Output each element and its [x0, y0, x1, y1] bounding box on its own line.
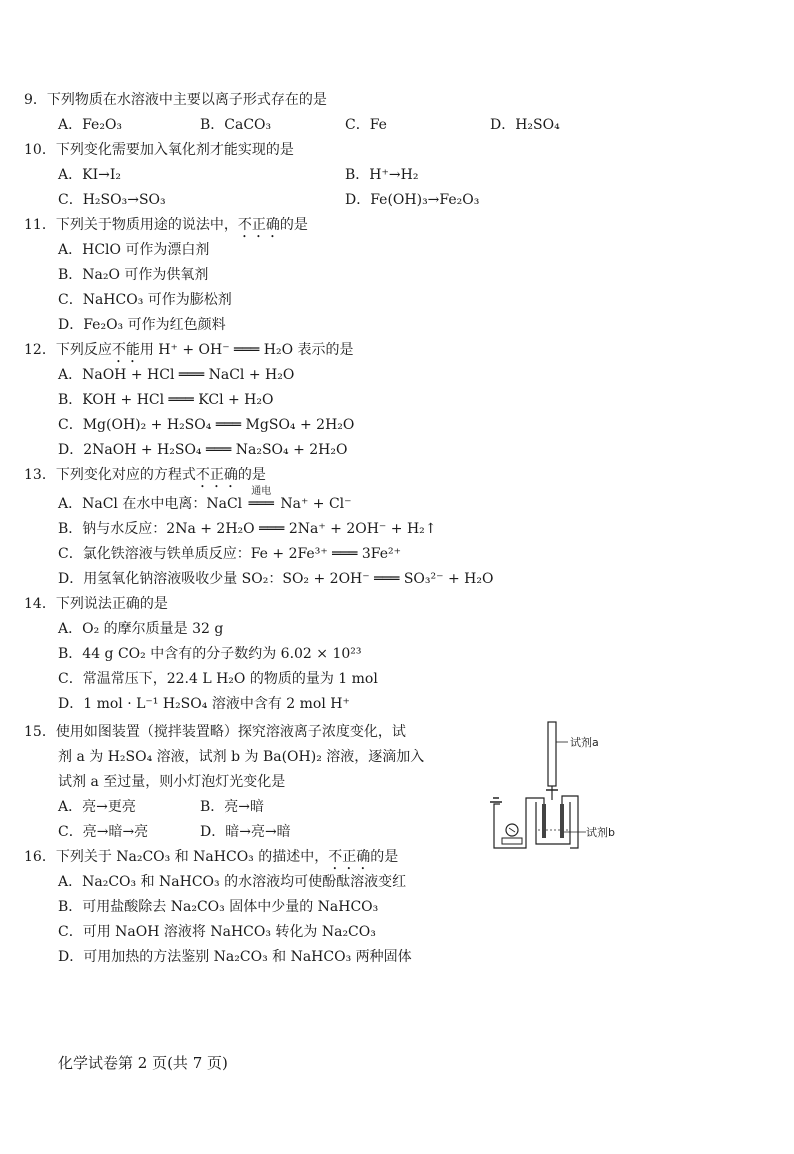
- q10-option-d: D．Fe(OH)₃→Fe₂O₃: [345, 192, 480, 208]
- q16-option-b: B．可用盐酸除去 Na₂CO₃ 固体中少量的 NaHCO₃: [58, 899, 379, 915]
- page-footer: 化学试卷第 2 页(共 7 页): [58, 1054, 228, 1072]
- q15-stem-line3: 试剂 a 至过量，则小灯泡灯光变化是: [58, 774, 286, 790]
- q9-option-a: A．Fe₂O₃: [58, 117, 123, 133]
- q16-stem-emphasis: 不正确: [328, 849, 371, 865]
- q11-option-d: D．Fe₂O₃ 可作为红色颜料: [58, 317, 226, 333]
- q14-stem: 14．下列说法正确的是: [24, 596, 168, 612]
- q13-stem-emphasis: 不正确: [195, 467, 238, 483]
- q11-stem: [24, 215, 308, 241]
- q11-option-a: A．HClO 可作为漂白剂: [58, 242, 210, 258]
- q11-option-b: B．Na₂O 可作为供氧剂: [58, 267, 209, 283]
- q15-stem-line1: 15．使用如图装置（搅拌装置略）探究溶液离子浓度变化，试: [24, 724, 406, 740]
- q16-option-a: A．Na₂CO₃ 和 NaHCO₃ 的水溶液均可使酚酞溶液变红: [58, 874, 407, 890]
- q16-option-c: C．可用 NaOH 溶液将 NaHCO₃ 转化为 Na₂CO₃: [58, 924, 376, 940]
- q9-option-d: D．H₂SO₄: [490, 117, 560, 133]
- q12-stem-pre: 12．下列反应: [24, 342, 112, 358]
- q15-option-b: B．亮→暗: [200, 799, 265, 815]
- q16-option-d: D．可用加热的方法鉴别 Na₂CO₃ 和 NaHCO₃ 两种固体: [58, 949, 412, 965]
- q13-stem-post: 的是: [237, 467, 266, 483]
- q14-option-c: C．常温常压下，22.4 L H₂O 的物质的量为 1 mol: [58, 671, 378, 687]
- q10-option-b: B．H⁺→H₂: [345, 167, 419, 183]
- q13-condition-label: 通电: [251, 486, 272, 497]
- q13-option-a: [58, 486, 352, 514]
- q11-stem-post: 的是: [279, 217, 308, 233]
- q15-option-c: C．亮→暗→亮: [58, 824, 149, 840]
- q10-stem: 10．下列变化需要加入氧化剂才能实现的是: [24, 142, 294, 158]
- q15-label-a: 试剂a: [570, 736, 599, 749]
- q16-stem: [24, 847, 398, 873]
- q11-stem-emphasis: 不正确: [237, 217, 280, 233]
- q13-stem-pre: 13．下列变化对应的方程式: [24, 467, 196, 483]
- q15-stem-line2: 剂 a 为 H₂SO₄ 溶液，试剂 b 为 Ba(OH)₂ 溶液，逐滴加入: [58, 749, 425, 765]
- q9-option-c: C．Fe: [345, 117, 387, 133]
- q15-option-a: A．亮→更亮: [58, 799, 136, 815]
- q10-option-c: C．H₂SO₃→SO₃: [58, 192, 166, 208]
- q9-stem: 9．下列物质在水溶液中主要以离子形式存在的是: [24, 92, 327, 108]
- q11-option-c: C．NaHCO₃ 可作为膨松剂: [58, 292, 232, 308]
- q14-option-a: A．O₂ 的摩尔质量是 32 g: [58, 621, 224, 637]
- q12-option-c: C．Mg(OH)₂ + H₂SO₄ ═══ MgSO₄ + 2H₂O: [58, 417, 355, 433]
- burette-icon: [548, 722, 556, 786]
- q14-option-b: B．44 g CO₂ 中含有的分子数约为 6.02 × 10²³: [58, 646, 362, 662]
- q11-stem-pre: 11．下列关于物质用途的说法中，: [24, 217, 238, 233]
- q15-option-d: D．暗→亮→暗: [200, 824, 291, 840]
- q13-electrolysis-sign: 通电 ═══: [247, 494, 276, 514]
- q12-stem: [24, 340, 354, 366]
- q10-option-a: A．KI→I₂: [58, 167, 121, 183]
- q12-stem-post: 用 H⁺ + OH⁻ ═══ H₂O 表示的是: [139, 342, 354, 358]
- q12-stem-emphasis: 不能: [111, 342, 140, 358]
- q15-apparatus-figure: [482, 718, 652, 858]
- q13-option-a-pre: A．NaCl 在水中电离：NaCl: [58, 496, 243, 512]
- q12-option-d: D．2NaOH + H₂SO₄ ═══ Na₂SO₄ + 2H₂O: [58, 442, 348, 458]
- q13-option-b: B．钠与水反应：2Na + 2H₂O ═══ 2Na⁺ + 2OH⁻ + H₂↑: [58, 521, 437, 537]
- q14-option-d: D．1 mol · L⁻¹ H₂SO₄ 溶液中含有 2 mol H⁺: [58, 696, 350, 712]
- q16-stem-pre: 16．下列关于 Na₂CO₃ 和 NaHCO₃ 的描述中，: [24, 849, 329, 865]
- beaker-icon: [536, 802, 570, 844]
- q13-option-c: C．氯化铁溶液与铁单质反应：Fe + 2Fe³⁺ ═══ 3Fe²⁺: [58, 546, 402, 562]
- q16-stem-post: 的是: [370, 849, 399, 865]
- q15-label-b: 试剂b: [586, 826, 615, 839]
- q9-option-b: B．CaCO₃: [200, 117, 272, 133]
- light-bulb-icon: [502, 824, 522, 844]
- q13-stem: [24, 465, 266, 491]
- q13-option-a-post: Na⁺ + Cl⁻: [280, 496, 352, 512]
- q13-option-d: D．用氢氧化钠溶液吸收少量 SO₂：SO₂ + 2OH⁻ ═══ SO₃²⁻ + H₂O: [58, 571, 494, 587]
- q12-option-b: B．KOH + HCl ═══ KCl + H₂O: [58, 392, 274, 408]
- q12-option-a: A．NaOH + HCl ═══ NaCl + H₂O: [58, 367, 295, 383]
